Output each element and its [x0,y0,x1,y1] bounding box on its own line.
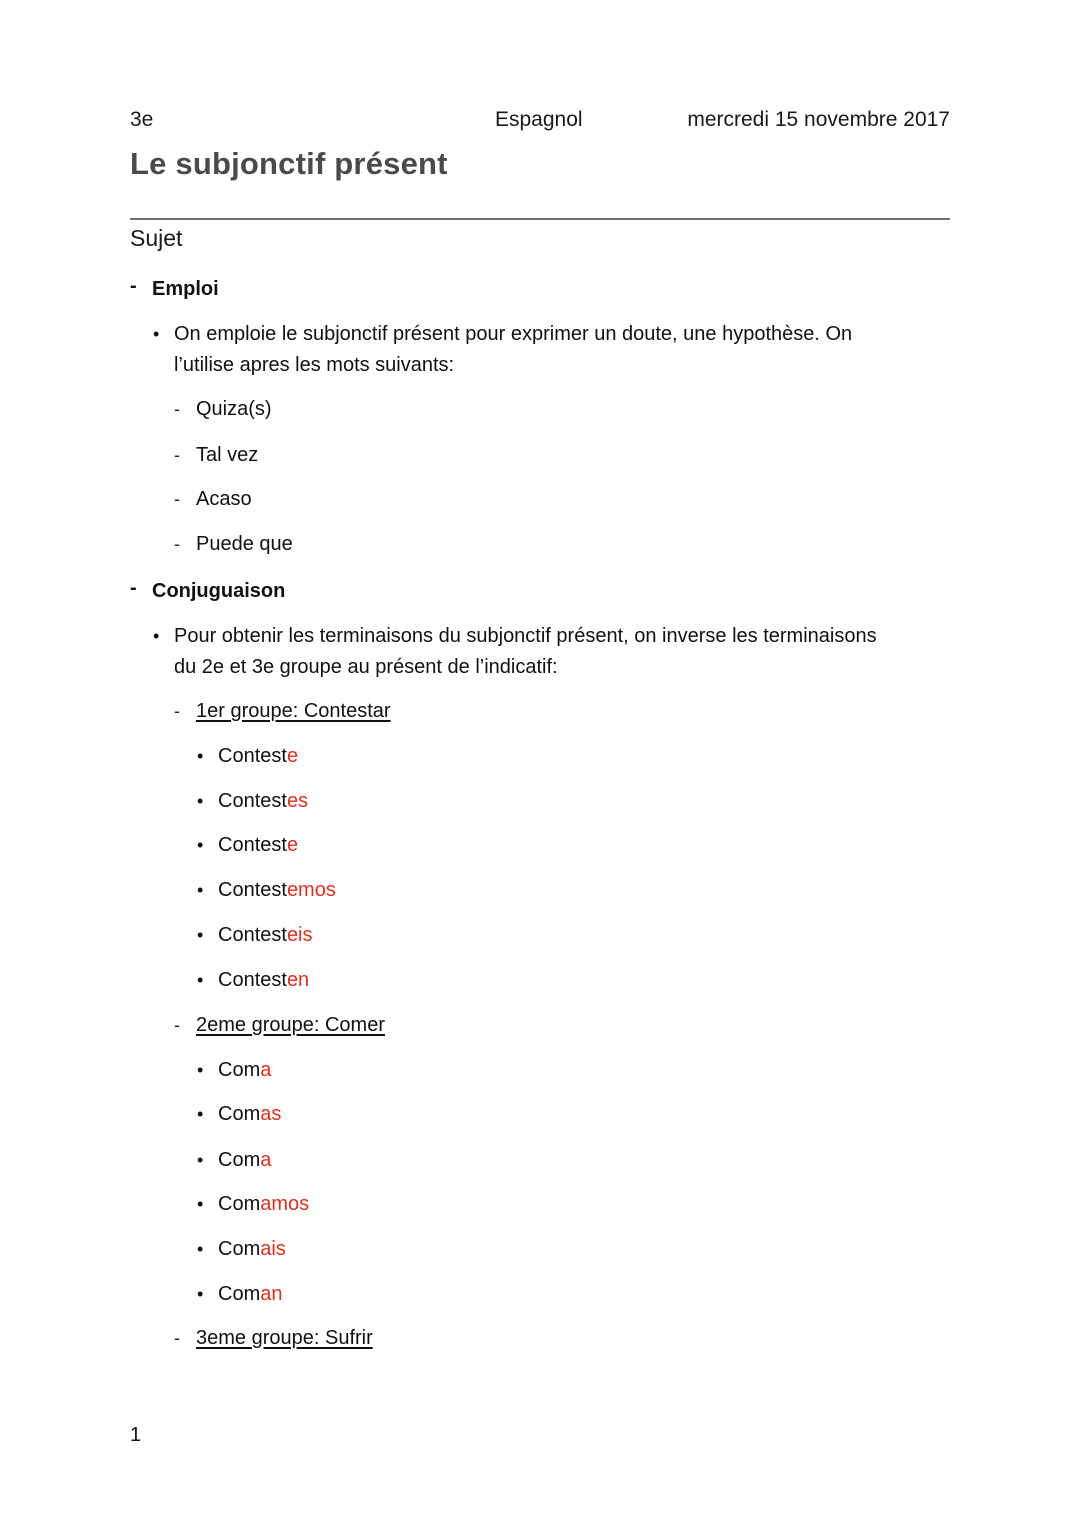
group3-label: 3eme groupe: Sufrir [196,1327,373,1349]
bullet-icon: • [153,626,160,646]
dash-icon: - [174,445,180,465]
verb-stem: Contest [218,924,287,946]
verb-stem: Contest [218,834,287,856]
conjugation-item [218,1234,286,1265]
verb-stem: Com [218,1283,261,1305]
dash-icon: - [174,1328,180,1348]
verb-stem: Com [218,1149,261,1171]
verb-stem: Contest [218,879,287,901]
dash-icon: - [174,399,180,419]
bullet-icon: • [153,324,160,344]
document-page [130,0,950,1527]
word-item: Puede que [196,533,293,555]
bullet-icon: • [197,1150,204,1170]
word-item: Quiza(s) [196,398,272,420]
verb-ending: a [260,1059,272,1081]
conjugaison-heading: Conjuguaison [152,580,286,602]
verb-ending: en [286,969,310,991]
page-title: Le subjonctif présent [130,146,448,181]
dash-icon: - [174,1015,180,1035]
dash-icon: - [174,534,180,554]
group1-label: 1er groupe: Contestar [196,700,391,722]
page-number: 1 [130,1424,142,1446]
dash-icon: - [130,577,137,599]
dash-icon: - [174,701,180,721]
verb-stem: Contest [218,790,287,812]
verb-ending: es [286,790,309,812]
date-label: mercredi 15 novembre 2017 [687,108,950,131]
emploi-text-line2: l’utilise apres les mots suivants: [174,354,455,376]
group2-label: 2eme groupe: Comer [196,1014,385,1036]
bullet-icon: • [197,925,204,945]
bullet-icon: • [197,835,204,855]
bullet-icon: • [197,880,204,900]
conjugation-item [218,1189,309,1220]
verb-stem: Com [218,1193,261,1215]
conjugation-item [218,1145,271,1176]
conjugation-item [218,786,308,817]
bullet-icon: • [197,1239,204,1259]
conjugaison-text-line2: du 2e et 3e groupe au présent de l’indicatif: [174,656,558,678]
conjugation-item [218,875,336,906]
page-header [130,108,950,136]
emploi-text-line1: On emploie le subjonctif présent pour exprimer un doute, une hypothèse. On [174,323,853,345]
subject-label: Espagnol [495,108,583,131]
verb-stem: Com [218,1238,261,1260]
conjugation-item [218,920,313,951]
verb-ending: eis [286,924,313,946]
bullet-icon: • [197,791,204,811]
bullet-icon: • [197,1194,204,1214]
verb-ending: amos [260,1193,310,1215]
conjugation-item [218,741,298,772]
word-item: Acaso [196,488,252,510]
bullet-icon: • [197,1104,204,1124]
verb-stem: Contest [218,745,287,767]
conjugation-item [218,965,309,996]
verb-stem: Contest [218,969,287,991]
emploi-heading: Emploi [152,278,219,300]
verb-ending: an [260,1283,283,1305]
verb-ending: e [286,834,299,856]
class-label: 3e [130,108,154,131]
section-heading: Sujet [130,225,183,251]
dash-icon: - [130,275,137,297]
verb-stem: Com [218,1103,261,1125]
conjugation-item [218,1055,271,1086]
verb-stem: Com [218,1059,261,1081]
bullet-icon: • [197,1060,204,1080]
word-item: Tal vez [196,444,259,466]
verb-ending: as [260,1103,282,1125]
bullet-icon: • [197,1284,204,1304]
verb-ending: emos [286,879,336,901]
conjugation-item [218,1099,281,1130]
verb-ending: ais [260,1238,286,1260]
dash-icon: - [174,489,180,509]
verb-ending: a [260,1149,272,1171]
conjugation-item [218,1279,282,1310]
title-divider [130,218,950,220]
verb-ending: e [286,745,299,767]
conjugation-item [218,830,298,861]
bullet-icon: • [197,970,204,990]
bullet-icon: • [197,746,204,766]
conjugaison-text-line1: Pour obtenir les terminaisons du subjonctif présent, on inverse les terminaisons [174,625,877,647]
